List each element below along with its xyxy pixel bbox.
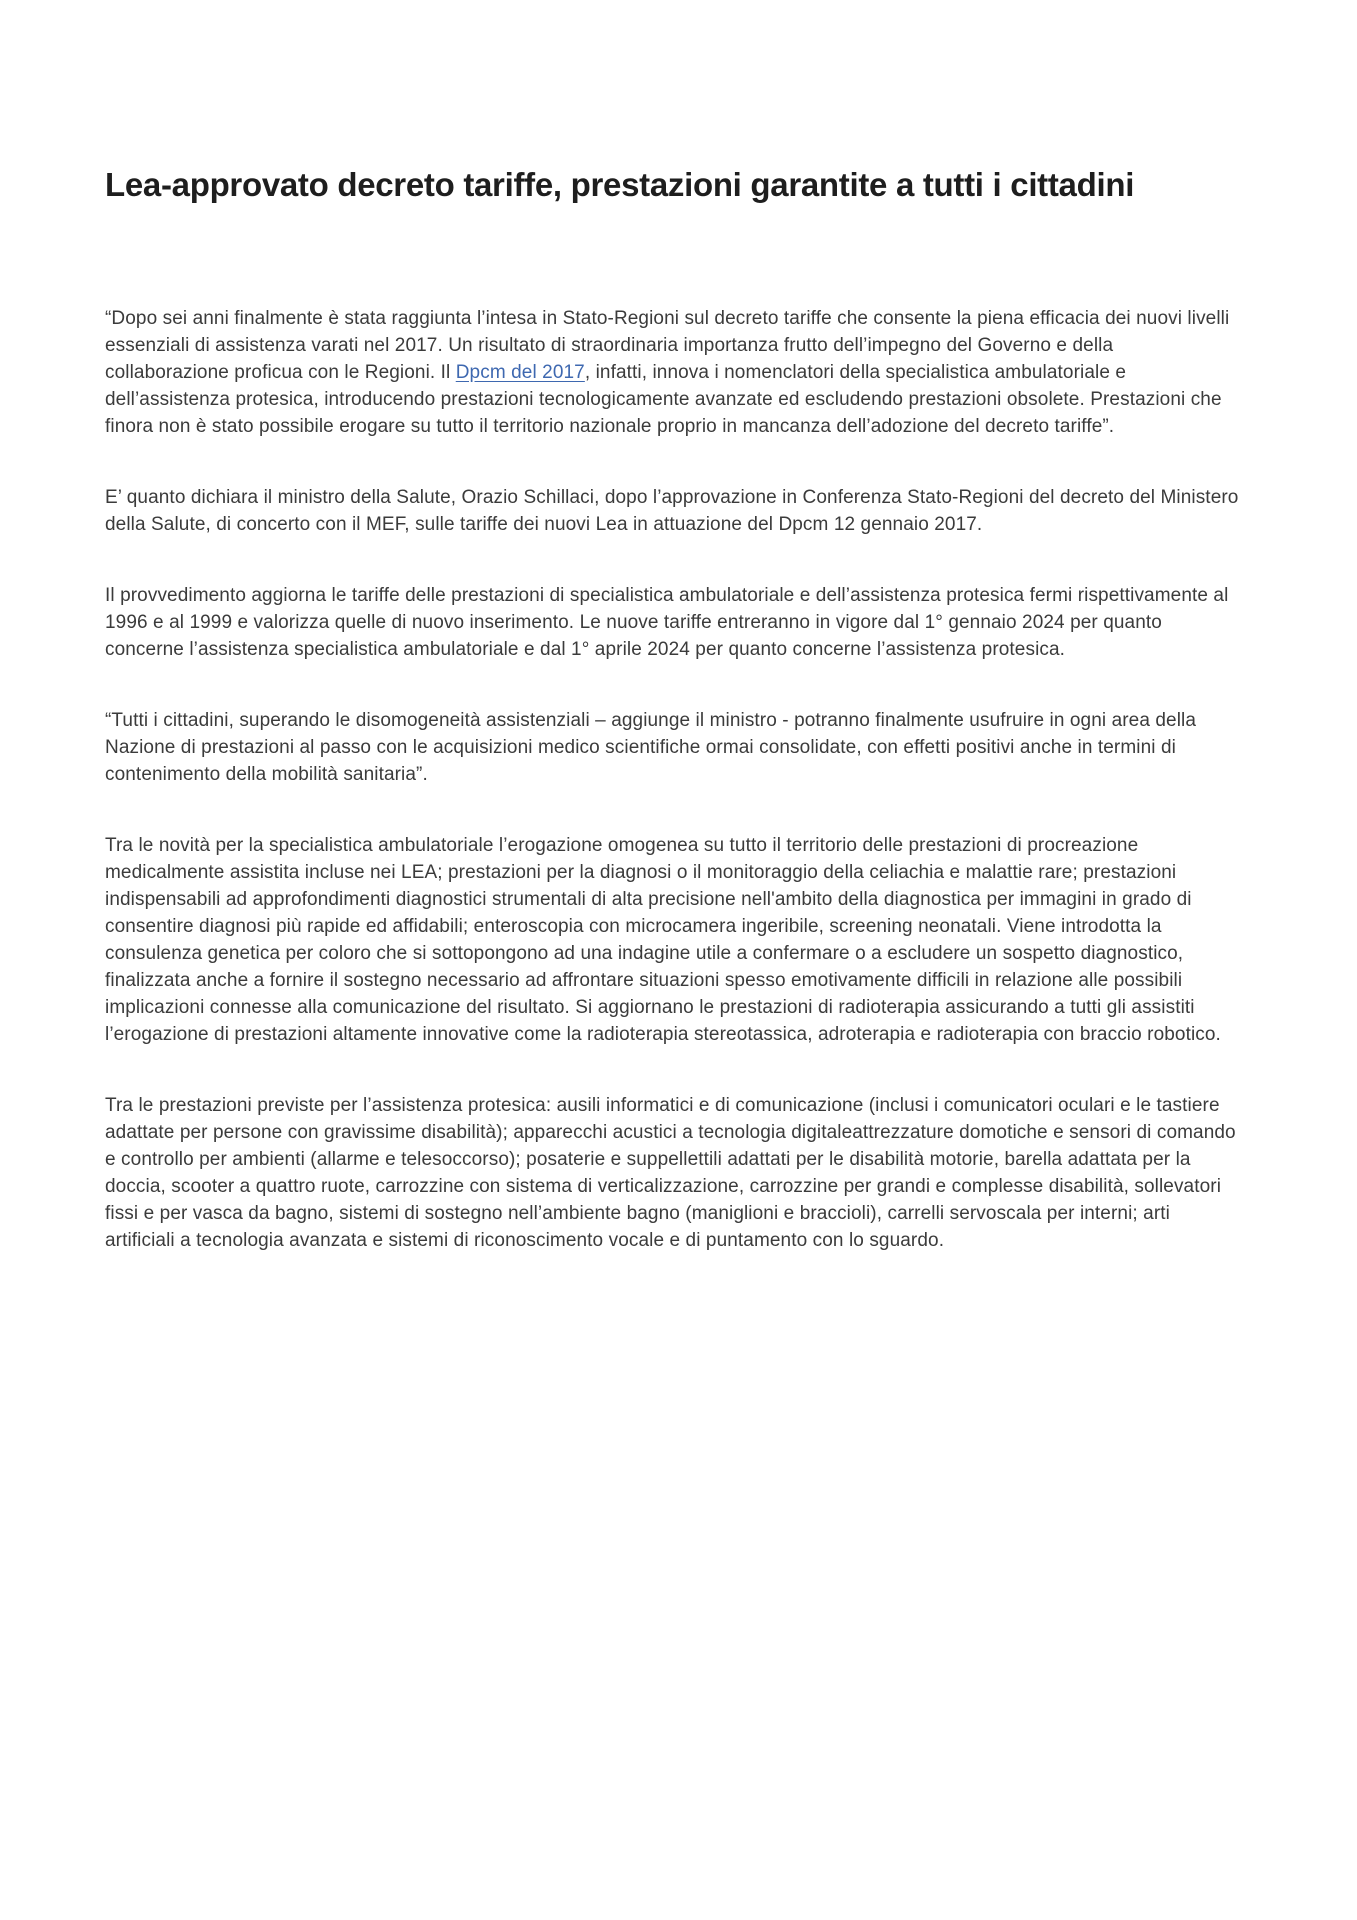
paragraph-6: Tra le prestazioni previste per l’assistenza protesica: ausili informatici e di comunicazione (inclusi i comunicatori oculari e le tastiere adattate per persone con gravissime disabilità); apparecchi acustici a tecnologia digitaleattrezzature domotiche e sensori di comando e controllo per ambienti (allarme e telesoccorso); posaterie e suppellettili adattati per le disabilità motorie, barella adattata per la doccia, scooter a quattro ruote, carrozzine con sistema di verticalizzazione, carrozzine per grandi e complesse disabilità, sollevatori fissi e per vasca da bagno, sistemi di sostegno nell’ambiente bagno (maniglioni e braccioli), carrelli servoscala per interni; arti artificiali a tecnologia avanzata e sistemi di riconoscimento vocale e di puntamento con lo sguardo.	[105, 1095, 1236, 1251]
dpcm-2017-link[interactable]: Dpcm del 2017	[455, 362, 585, 383]
paragraph-5: Tra le novità per la specialistica ambulatoriale l’erogazione omogenea su tutto il territorio delle prestazioni di procreazione medicalmente assistita incluse nei LEA; prestazioni per la diagnosi o il monitoraggio della celiachia e malattie rare; prestazioni indispensabili ad approfondimenti diagnostici strumentali di alta precisione nell'ambito della diagnostica per immagini in grado di consentire diagnosi più rapide ed affidabili; enteroscopia con microcamera ingeribile, screening neonatali. Viene introdotta la consulenza genetica per coloro che si sottopongono ad una indagine utile a confermare o a escludere un sospetto diagnostico, finalizzata anche a fornire il sostegno necessario ad affrontare situazioni spesso emotivamente difficili in relazione alle possibili implicazioni connesse alla comunicazione del risultato. Si aggiornano le prestazioni di radioterapia assicurando a tutti gli assistiti l’erogazione di prestazioni altamente innovative come la radioterapia stereotassica, adroterapia e radioterapia con braccio robotico.	[105, 835, 1221, 1045]
paragraph-3: Il provvedimento aggiorna le tariffe delle prestazioni di specialistica ambulatoriale e dell’assistenza protesica fermi rispettivamente al 1996 e al 1999 e valorizza quelle di nuovo inserimento. Le nuove tariffe entreranno in vigore dal 1° gennaio 2024 per quanto concerne l’assistenza specialistica ambulatoriale e dal 1° aprile 2024 per quanto concerne l’assistenza protesica.	[105, 585, 1229, 660]
paragraph-2: E’ quanto dichiara il ministro della Salute, Orazio Schillaci, dopo l’approvazione in Conferenza Stato-Regioni del decreto del Ministero della Salute, di concerto con il MEF, sulle tariffe dei nuovi Lea in attuazione del Dpcm 12 gennaio 2017.	[105, 487, 1239, 535]
paragraph-4: “Tutti i cittadini, superando le disomogeneità assistenziali – aggiunge il ministro - potranno finalmente usufruire in ogni area della Nazione di prestazioni al passo con le acquisizioni medico scientifiche ormai consolidate, con effetti positivi anche in termini di contenimento della mobilità sanitaria”.	[105, 710, 1197, 785]
paragraph-1-text-after-link: , infatti, innova i nomenclatori della specialistica ambulatoriale e dell’assistenza protesica, introducendo prestazioni tecnologicamente avanzate ed escludendo prestazioni obsolete. Prestazioni che finora non è stato possibile erogare su tutto il territorio nazionale proprio in mancanza dell’adozione del decreto tariffe”.	[105, 362, 1222, 437]
article-title: Lea-approvato decreto tariffe, prestazioni garantite a tutti i cittadini	[105, 166, 1135, 203]
paragraph-1-text-before-link: “Dopo sei anni finalmente è stata raggiunta l’intesa in Stato-Regioni sul decreto tariffe che consente la piena efficacia dei nuovi livelli essenziali di assistenza varati nel 2017. Un risultato di straordinaria importanza frutto dell’impegno del Governo e della collaborazione proficua con le Regioni. Il	[105, 308, 1230, 383]
paragraph-1	[105, 305, 1240, 440]
